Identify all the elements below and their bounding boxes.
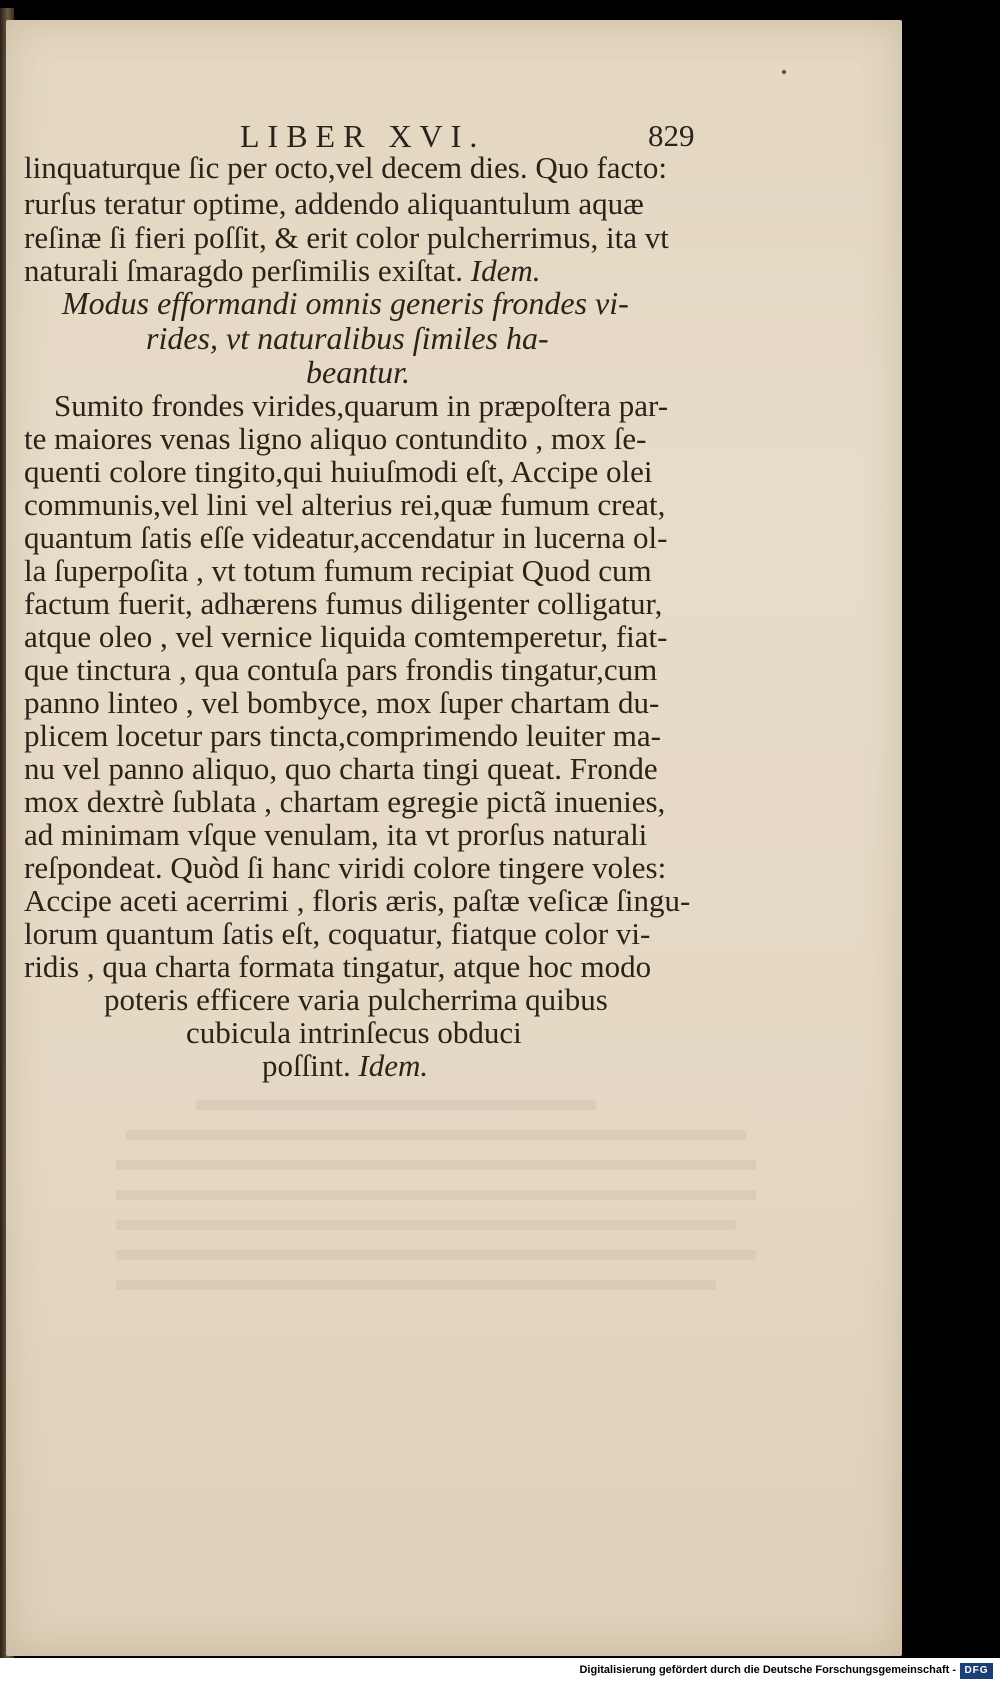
paragraph-line: atque oleo , vel vernice liquida comtemperetur, fiat- [24,619,668,654]
text-line-body: naturali ſmaragdo perſimilis exiſtat. [24,253,464,288]
text-line: rurſus teratur optime, addendo aliquantulum aquæ [24,186,644,221]
show-through-trace [116,1160,756,1170]
funding-credit: Digitalisierung gefördert durch die Deutsche Forschungsgemeinschaft - [579,1664,956,1676]
paragraph-line: panno linteo , vel bombyce, mox ſuper chartam du- [24,685,660,720]
final-word: poſſint. [262,1048,351,1083]
paragraph-line: Sumito frondes virides,quarum in præpoſtera par- [54,388,669,423]
paragraph-line: mox dextrè ſublata , chartam egregie pictã inuenies, [24,784,666,819]
section-heading-line: Modus efformandi omnis generis frondes vi- [62,285,629,321]
paragraph-line: communis,vel lini vel alterius rei,quæ fumum creat, [24,487,666,522]
text-line: reſinæ ſi fieri poſſit, & erit color pulcherrimus, ita vt [24,220,669,255]
paragraph-line [262,1050,428,1081]
paragraph-line: quenti colore tingito,qui huiuſmodi eſt, Accipe olei [24,454,653,489]
page-number: 829 [648,118,695,153]
paper-spot [782,70,786,74]
paragraph-line: ad minimam vſque venulam, ita vt prorſus naturali [24,817,648,852]
show-through-trace [116,1280,716,1290]
section-heading-line: rides, vt naturalibus ſimiles ha- [146,320,549,356]
paragraph-line: nu vel panno aliquo, quo charta tingi queat. Fronde [24,751,658,786]
paragraph-line: reſpondeat. Quòd ſi hanc viridi colore tingere voles: [24,850,667,885]
text-line [24,255,541,286]
section-heading-line: beantur. [306,354,410,390]
paragraph-line: quantum ſatis eſſe videatur,accendatur in lucerna ol- [24,520,668,555]
dfg-logo: DFG [960,1663,993,1679]
paragraph-line: poteris efficere varia pulcherrima quibus [104,982,608,1017]
paragraph-line: plicem locetur pars tincta,comprimendo leuiter ma- [24,718,661,753]
paragraph-line: que tinctura , qua contuſa pars frondis tingatur,cum [24,652,658,687]
paragraph-line: cubicula intrinſecus obduci [186,1015,522,1050]
digitization-footer [0,1658,1000,1687]
show-through-trace [116,1250,756,1260]
idem-reference: Idem. [358,1048,429,1083]
running-title: LIBER XVI. [240,118,486,154]
paragraph-line: lorum quantum ſatis eſt, coquatur, fiatque color vi- [24,916,651,951]
idem-reference: Idem. [470,253,541,288]
show-through-trace [196,1100,596,1110]
paragraph-line: ridis , qua charta formata tingatur, atque hoc modo [24,949,652,984]
paragraph-line: la ſuperpoſita , vt totum fumum recipiat Quod cum [24,553,652,588]
show-through-trace [126,1130,746,1140]
paragraph-line: factum fuerit, adhærens fumus diligenter colligatur, [24,586,663,621]
show-through-trace [116,1190,756,1200]
paragraph-line: Accipe aceti acerrimi , floris æris, paſtæ veſicæ ſingu- [24,883,691,918]
show-through-trace [116,1220,736,1230]
paragraph-line: te maiores venas ligno aliquo contundito , mox ſe- [24,421,647,456]
text-line: linquaturque ſic per octo,vel decem dies. Quo facto: [24,150,668,185]
